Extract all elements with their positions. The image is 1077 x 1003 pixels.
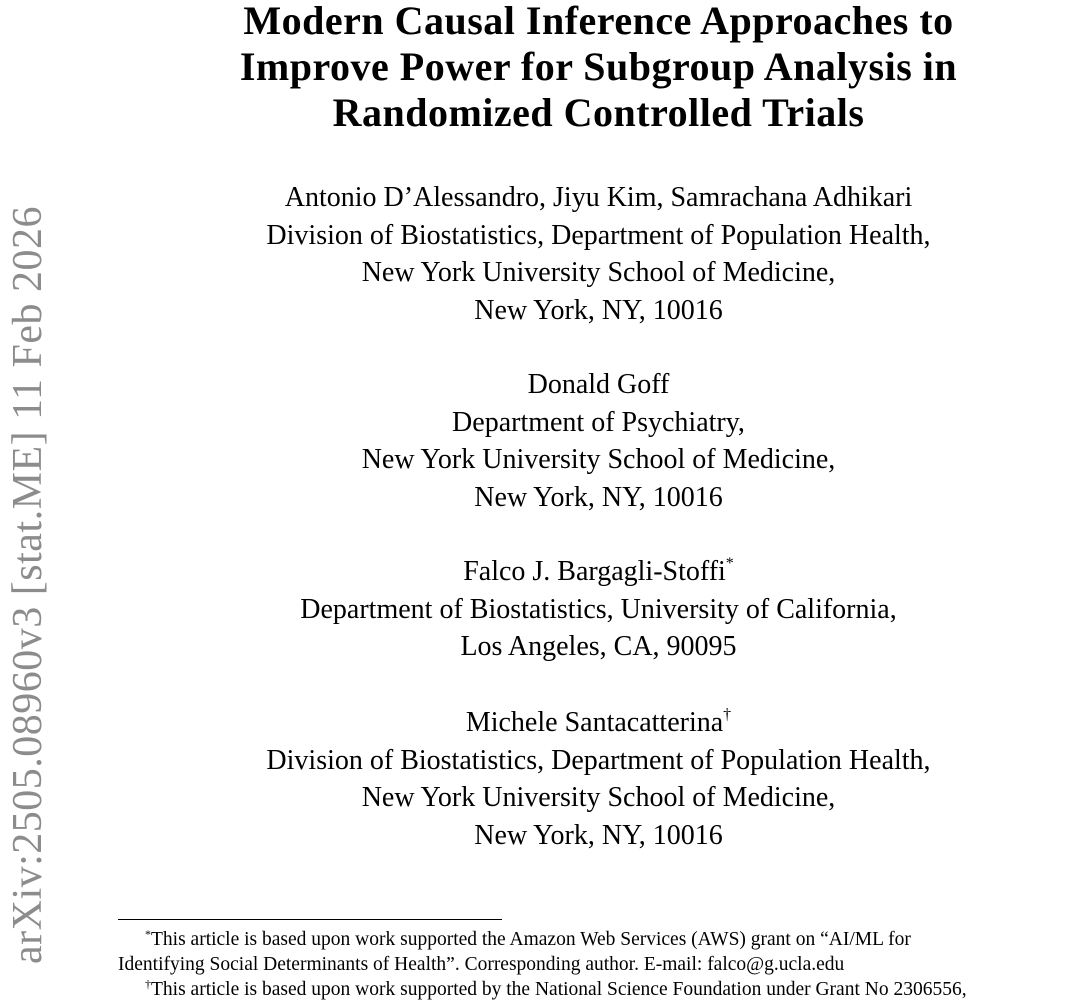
affiliation-line: New York University School of Medicine, [361, 444, 836, 475]
footnote-mark: * [145, 927, 151, 941]
affiliation-line: Department of Biostatistics, University of California, [300, 593, 897, 625]
affiliation-line: New York, NY, 10016 [474, 294, 723, 326]
footnote-mark: † [145, 977, 151, 991]
footnotes [118, 927, 1077, 1002]
affiliation-line: New York University School of Medicine, [361, 257, 836, 288]
title-line: Randomized Controlled Trials [332, 90, 865, 135]
affiliation-line: New York University School of Medicine, [361, 782, 836, 813]
footnote-divider [118, 919, 502, 920]
footnote-text: This article is based upon work supported by the National Science Foundation under Grant No 2306556, [151, 979, 967, 1000]
affiliation-line: New York, NY, 10016 [474, 481, 723, 513]
author-names: Antonio D’Alessandro, Jiyu Kim, Samrachana Adhikari [284, 182, 913, 213]
affiliation-line: New York, NY, 10016 [474, 819, 723, 851]
author-block [120, 553, 1077, 666]
title-line: Improve Power for Subgroup Analysis in [239, 44, 958, 89]
arxiv-identifier-stamp: arXiv:2505.08960v3 [stat.ME] 11 Feb 2026 [5, 205, 51, 964]
author-names: Donald Goff [527, 369, 670, 400]
author-block [120, 366, 1077, 516]
title-line: Modern Causal Inference Approaches to [243, 0, 954, 43]
affiliation-line: Division of Biostatistics, Department of Population Health, [266, 219, 931, 251]
footnote-text-continued: Identifying Social Determinants of Health”. Corresponding author. E-mail: falco@g.ucla.edu [118, 954, 845, 975]
affiliation-line: Department of Psychiatry, [452, 406, 745, 438]
author-block [120, 179, 1077, 329]
footnote-mark-dagger[interactable]: † [723, 706, 732, 723]
footnote-asterisk [118, 927, 1077, 952]
affiliation-line: Los Angeles, CA, 90095 [460, 631, 737, 662]
footnote-text: This article is based upon work supported the Amazon Web Services (AWS) grant on “AI/ML for [151, 929, 911, 950]
paper-title [120, 0, 1077, 136]
footnote-mark-asterisk[interactable]: * [725, 555, 734, 572]
author-names: Falco J. Bargagli-Stoffi [463, 556, 726, 587]
author-block [120, 704, 1077, 854]
author-names: Michele Santacatterina [465, 707, 724, 738]
affiliation-line: Division of Biostatistics, Department of Population Health, [266, 744, 931, 776]
footnote-dagger [118, 977, 1077, 1002]
